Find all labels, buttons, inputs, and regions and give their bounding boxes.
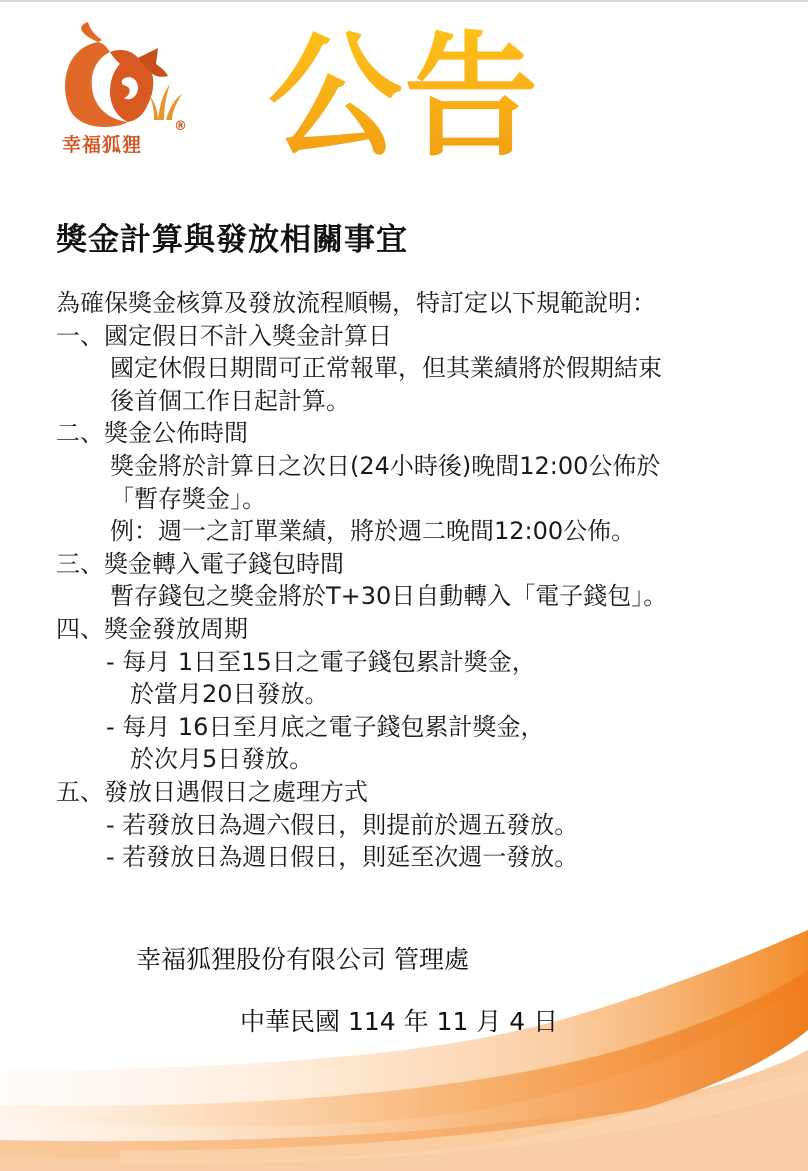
logo-text: 幸福狐狸	[62, 134, 143, 156]
footer-date: 中華民國 114 年 11 月 4 日	[240, 1007, 559, 1036]
bullet-line: - 若發放日為週日假日，則延至次週一發放。	[106, 843, 579, 872]
section-line: 暫存錢包之獎金將於T+30日自動轉入「電子錢包」。	[110, 582, 668, 611]
announcement-headline: 公告	[268, 19, 541, 175]
footer-company: 幸福狐狸股份有限公司 管理處	[136, 945, 469, 974]
section-line: 國定休假日期間可正常報單，但其業績將於假期結束	[110, 354, 662, 383]
section-heading: 五、發放日遇假日之處理方式	[56, 777, 368, 806]
bullet-line: - 若發放日為週六假日，則提前於週五發放。	[106, 810, 579, 839]
announcement-body	[56, 287, 796, 874]
section-line: 獎金將於計算日之次日(24小時後)晚間12:00公佈於	[110, 451, 661, 480]
section-line: 後首個工作日起計算。	[110, 386, 350, 415]
section-heading: 三、獎金轉入電子錢包時間	[56, 549, 344, 578]
bullet-continuation: 於次月5日發放。	[130, 745, 314, 774]
fox-logo-icon	[58, 22, 198, 132]
section-line: 「暫存獎金」。	[110, 484, 266, 513]
intro-line: 為確保獎金核算及發放流程順暢，特訂定以下規範說明：	[56, 289, 656, 317]
section-line: 例：週一之訂單業績，將於週二晚間12:00公佈。	[110, 517, 636, 546]
page-title: 獎金計算與發放相關事宜	[56, 222, 408, 258]
section-heading: 四、獎金發放周期	[56, 614, 248, 643]
bullet-line: - 每月 16日至月底之電子錢包累計獎金，	[106, 712, 545, 741]
bullet-line: - 每月 1日至15日之電子錢包累計獎金，	[106, 647, 536, 676]
brand-logo	[58, 22, 198, 162]
section-heading: 二、獎金公佈時間	[56, 419, 248, 448]
bullet-continuation: 於當月20日發放。	[130, 680, 329, 709]
top-border	[0, 0, 808, 2]
registered-mark: ®	[174, 119, 187, 134]
section-heading: 一、國定假日不計入獎金計算日	[56, 321, 392, 350]
